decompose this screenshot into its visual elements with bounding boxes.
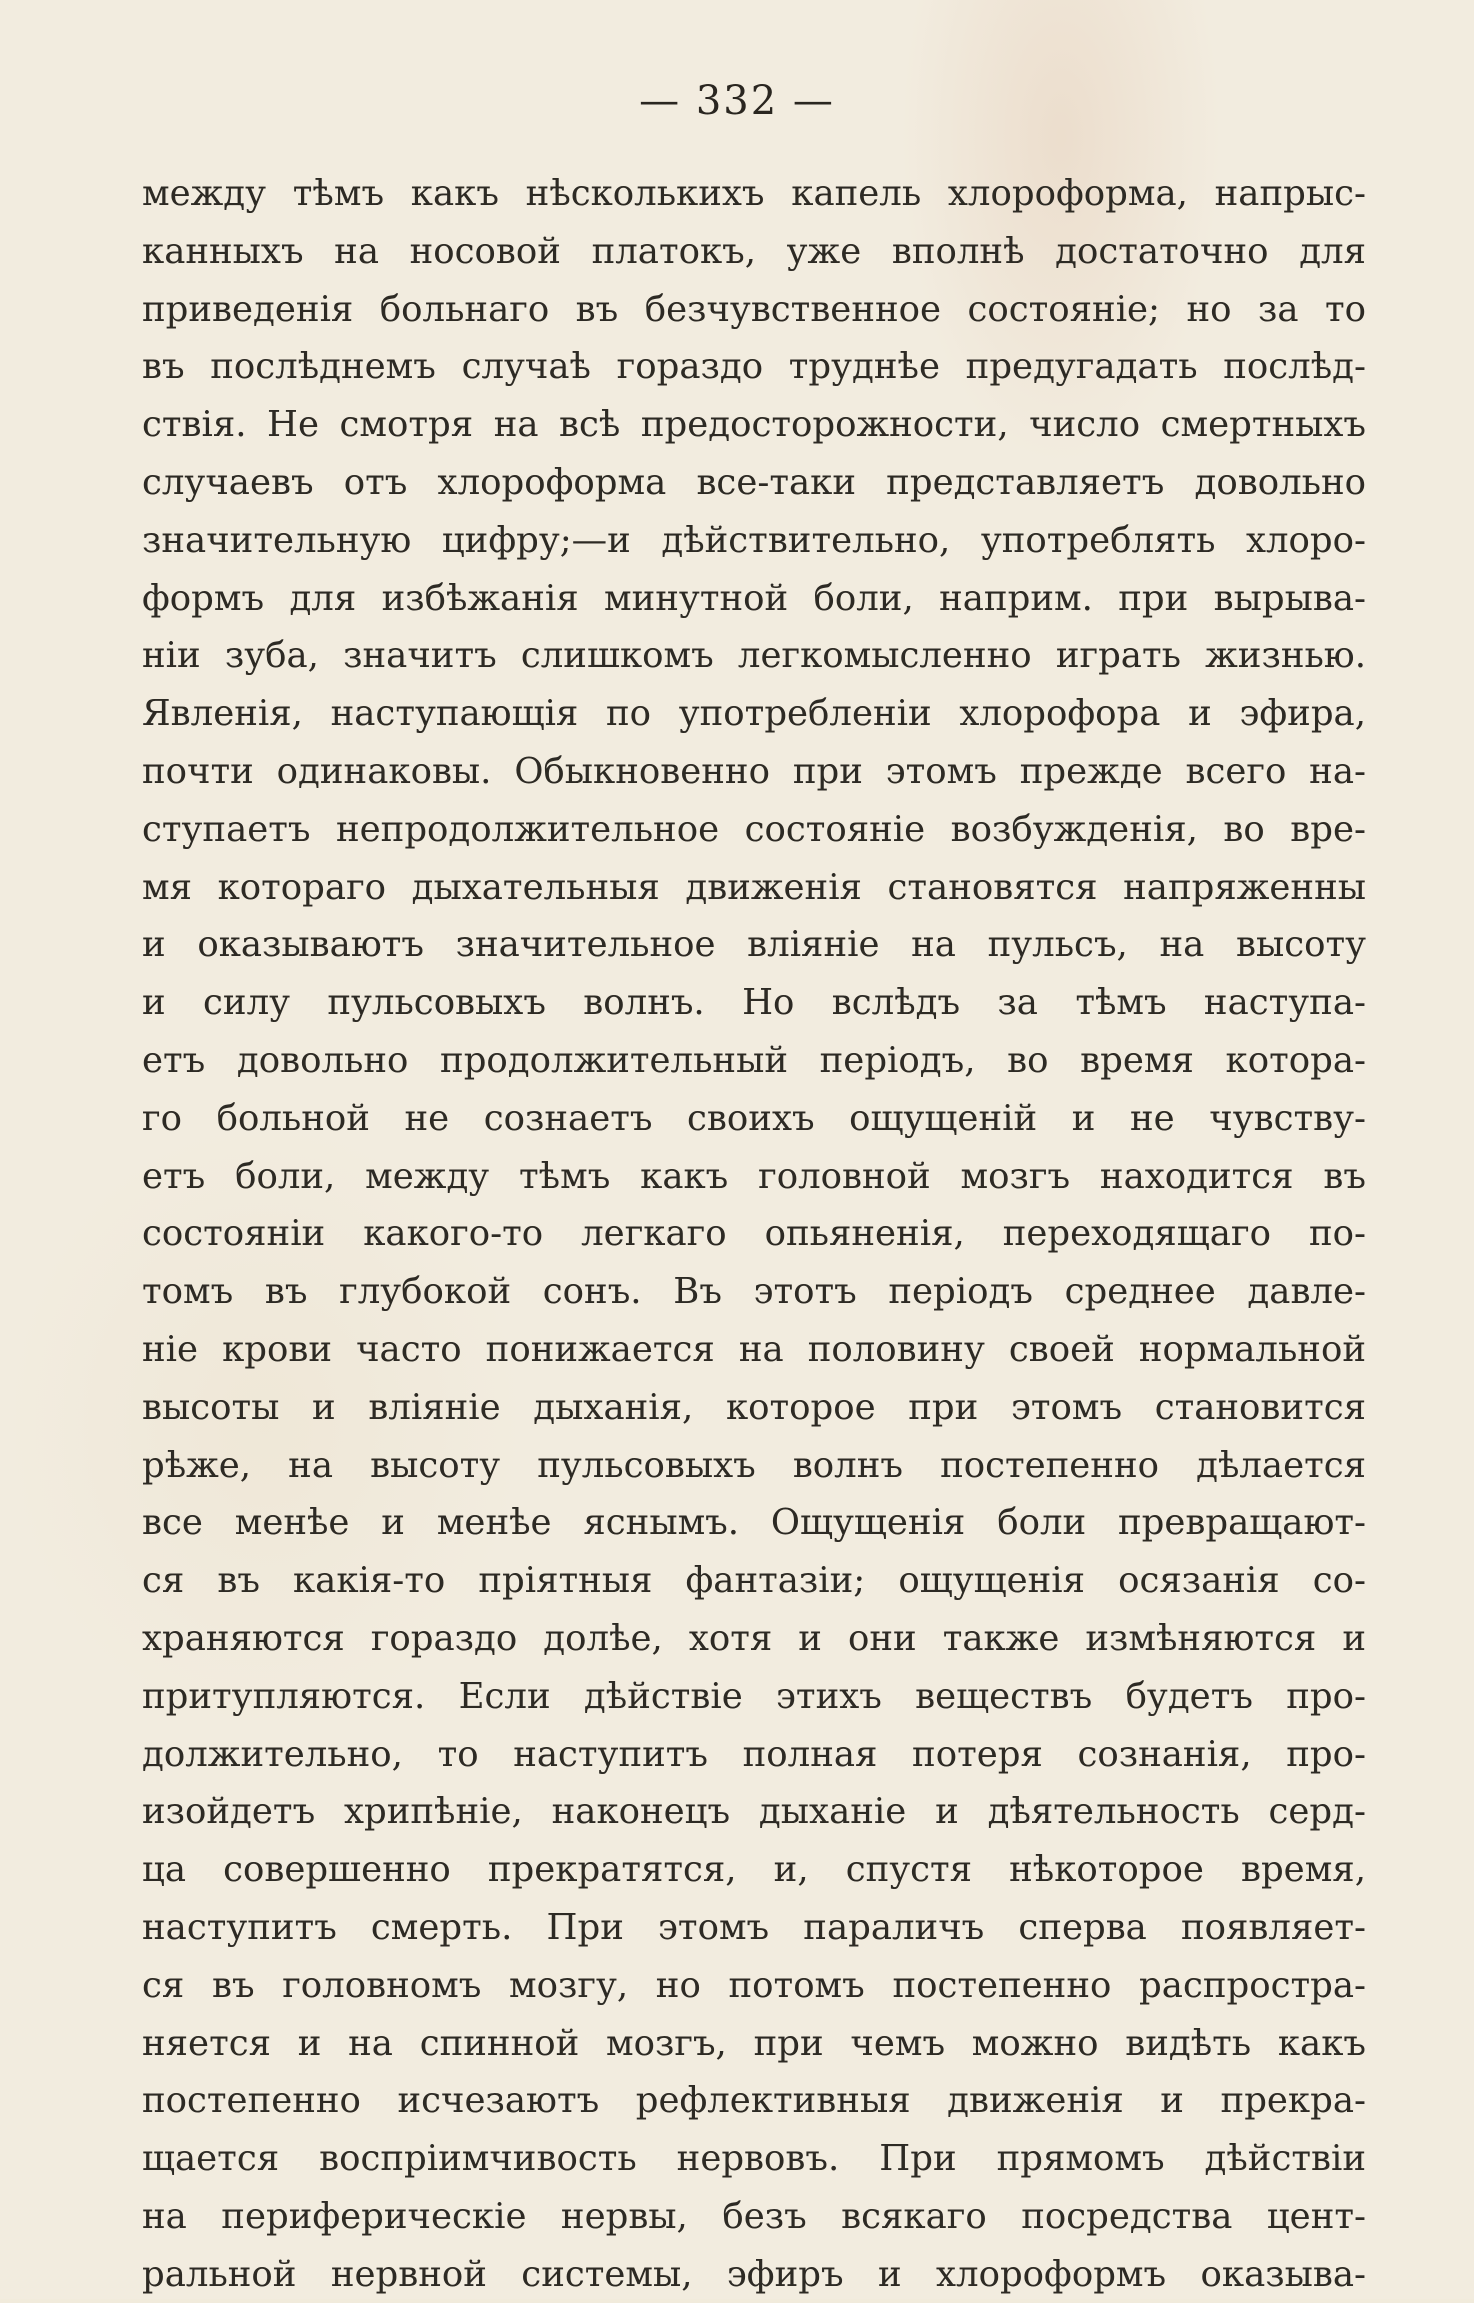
text-line: на периферическіе нервы, безъ всякаго посредства цент- [142, 2195, 1366, 2237]
page-body-text [142, 165, 1366, 2303]
text-line: высоты и вліяніе дыханія, которое при этомъ становится [142, 1386, 1366, 1428]
text-line: щается воспріимчивость нервовъ. При прямомъ дѣйствіи [142, 2138, 1366, 2180]
text-line: должительно, то наступитъ полная потеря сознанія, про- [142, 1733, 1366, 1775]
text-line: почти одинаковы. Обыкновенно при этомъ прежде всего на- [142, 750, 1366, 792]
text-line: случаевъ отъ хлороформа все-таки представляетъ довольно [142, 461, 1366, 503]
text-line: формъ для избѣжанія минутной боли, наприм. при вырыва- [142, 577, 1366, 619]
page-number-header: — 332 — [639, 78, 835, 124]
text-line: канныхъ на носовой платокъ, уже вполнѣ достаточно для [142, 230, 1366, 272]
text-line: ступаетъ непродолжительное состояніе возбужденія, во вре- [142, 808, 1366, 850]
text-line: постепенно исчезаютъ рефлективныя движенія и прекра- [142, 2080, 1366, 2122]
text-line: мя котораго дыхательныя движенія становятся напряженны [142, 866, 1366, 908]
text-line: изойдетъ хрипѣніе, наконецъ дыханіе и дѣятельность серд- [142, 1791, 1366, 1833]
text-line: Явленія, наступающія по употребленіи хлорофора и эфира, [142, 693, 1366, 735]
text-line: и силу пульсовыхъ волнъ. Но вслѣдъ за тѣмъ наступа- [142, 982, 1366, 1024]
text-line: приведенія больнаго въ безчувственное состояніе; но за то [142, 288, 1366, 330]
text-line: все менѣе и менѣе яснымъ. Ощущенія боли превращают- [142, 1502, 1366, 1544]
text-line: и оказываютъ значительное вліяніе на пульсъ, на высоту [142, 924, 1366, 966]
text-line: томъ въ глубокой сонъ. Въ этотъ періодъ среднее давле- [142, 1271, 1366, 1313]
text-line: ніи зуба, значитъ слишкомъ легкомысленно играть жизнью. [142, 635, 1366, 677]
text-line: ца совершенно прекратятся, и, спустя нѣкоторое время, [142, 1849, 1366, 1891]
text-line: го больной не сознаетъ своихъ ощущеній и не чувству- [142, 1097, 1366, 1139]
text-line: значительную цифру;—и дѣйствительно, употреблять хлоро- [142, 519, 1366, 561]
text-line: состояніи какого-то легкаго опьяненія, переходящаго по- [142, 1213, 1366, 1255]
text-line: ральной нервной системы, эфиръ и хлороформъ оказыва- [142, 2253, 1366, 2295]
text-line: ствія. Не смотря на всѣ предосторожности, число смертныхъ [142, 404, 1366, 446]
text-line: наступитъ смерть. При этомъ параличъ сперва появляет- [142, 1906, 1366, 1948]
text-line: рѣже, на высоту пульсовыхъ волнъ постепенно дѣлается [142, 1444, 1366, 1486]
text-line: етъ боли, между тѣмъ какъ головной мозгъ находится въ [142, 1155, 1366, 1197]
text-line: храняются гораздо долѣе, хотя и они также измѣняются и [142, 1617, 1366, 1659]
text-line: въ послѣднемъ случаѣ гораздо труднѣе предугадать послѣд- [142, 346, 1366, 388]
text-line: ніе крови часто понижается на половину своей нормальной [142, 1328, 1366, 1370]
text-line: ся въ какія-то пріятныя фантазіи; ощущенія осязанія со- [142, 1560, 1366, 1602]
text-line: ся въ головномъ мозгу, но потомъ постепенно распростра- [142, 1964, 1366, 2006]
text-line: между тѣмъ какъ нѣсколькихъ капель хлороформа, напрыс- [142, 173, 1366, 214]
text-line: притупляются. Если дѣйствіе этихъ веществъ будетъ про- [142, 1675, 1366, 1717]
text-line: няется и на спинной мозгъ, при чемъ можно видѣть какъ [142, 2022, 1366, 2064]
text-line: етъ довольно продолжительный періодъ, во время котора- [142, 1039, 1366, 1081]
